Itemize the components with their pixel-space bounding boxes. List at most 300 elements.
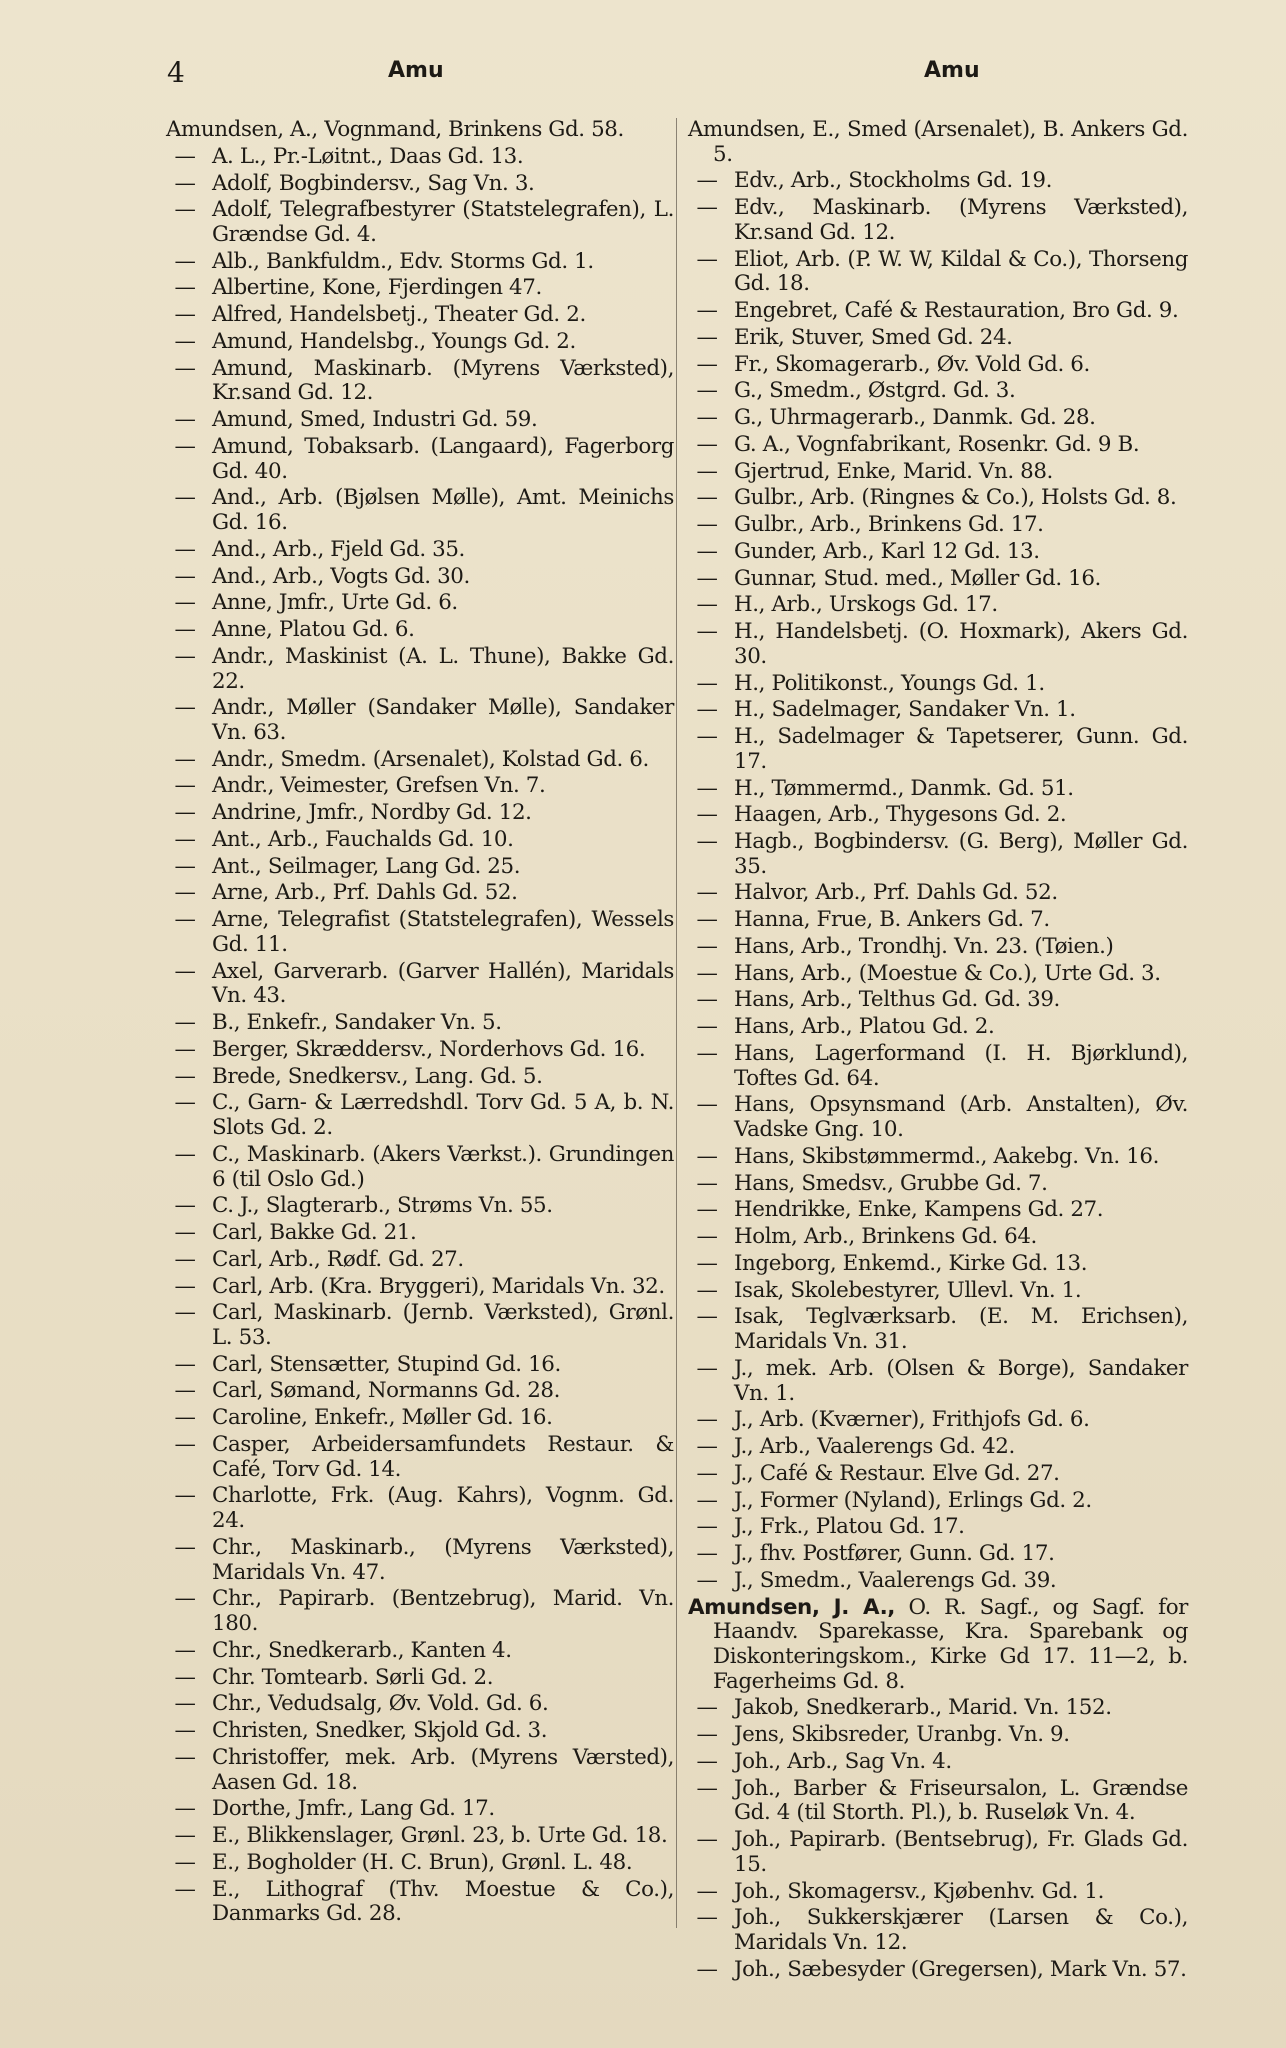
ditto-dash: — bbox=[174, 275, 196, 301]
entry-text: Caroline, Enkefr., Møller Gd. 16. bbox=[212, 1405, 553, 1431]
entry-text: Erik, Stuver, Smed Gd. 24. bbox=[734, 324, 1013, 350]
entry-text: Joh., Sæbesyder (Gregersen), Mark Vn. 57. bbox=[734, 1956, 1187, 1982]
entry-text: Hans, Arb., Platou Gd. 2. bbox=[734, 1014, 995, 1040]
ditto-dash: — bbox=[696, 1197, 718, 1223]
directory-entry bbox=[688, 777, 1188, 802]
ditto-dash: — bbox=[174, 590, 196, 616]
entry-text: H., Politikonst., Youngs Gd. 1. bbox=[734, 670, 1045, 696]
directory-entry bbox=[166, 1666, 674, 1691]
entry-text: Fr., Skomagerarb., Øv. Vold Gd. 6. bbox=[734, 351, 1090, 377]
directory-entry bbox=[688, 1357, 1188, 1406]
entry-text: Chr., Snedkerarb., Kanten 4. bbox=[212, 1637, 512, 1663]
entry-text: Chr. Tomtearb. Sørli Gd. 2. bbox=[212, 1664, 494, 1690]
entry-text: Gunder, Arb., Karl 12 Gd. 13. bbox=[734, 538, 1040, 564]
ditto-dash: — bbox=[174, 1637, 196, 1663]
ditto-dash: — bbox=[696, 1014, 718, 1040]
ditto-dash: — bbox=[174, 643, 196, 669]
directory-entry bbox=[688, 379, 1188, 404]
entry-text: H., Sadelmager & Tapetserer, Gunn. Gd. 17. bbox=[734, 724, 1188, 774]
entry-text: Hans, Arb., Telthus Gd. Gd. 39. bbox=[734, 987, 1060, 1013]
ditto-dash: — bbox=[174, 197, 196, 223]
directory-entry bbox=[688, 1408, 1188, 1433]
ditto-dash: — bbox=[174, 773, 196, 799]
directory-entry bbox=[688, 830, 1188, 879]
ditto-dash: — bbox=[696, 1277, 718, 1303]
ditto-dash: — bbox=[174, 1823, 196, 1848]
ditto-dash: — bbox=[696, 485, 718, 511]
ditto-dash: — bbox=[174, 143, 196, 169]
entry-text: J., Arb., Vaalerengs Gd. 42. bbox=[734, 1434, 1015, 1460]
directory-entry bbox=[166, 801, 674, 826]
ditto-dash: — bbox=[174, 1351, 196, 1377]
ditto-dash: — bbox=[174, 170, 196, 196]
directory-entry bbox=[688, 1279, 1188, 1304]
ditto-dash: — bbox=[696, 907, 718, 933]
directory-entry bbox=[688, 486, 1188, 511]
directory-entry bbox=[166, 1878, 674, 1927]
entry-text: Albertine, Kone, Fjerdingen 47. bbox=[212, 275, 542, 301]
entry-text: Chr., Maskinarb., (Myrens Værksted), Maridals Vn. 47. bbox=[212, 1534, 674, 1585]
entry-text: Isak, Teglværksarb. (E. M. Erichsen), Maridals Vn. 31. bbox=[734, 1304, 1188, 1355]
entry-text: J., Former (Nyland), Erlings Gd. 2. bbox=[734, 1487, 1092, 1513]
entry-text: And., Arb., Fjeld Gd. 35. bbox=[212, 536, 465, 562]
ditto-dash: — bbox=[696, 1487, 718, 1513]
directory-entry bbox=[166, 1353, 674, 1378]
entry-text: E., Blikkenslager, Grønl. 23, b. Urte Gd. 18. bbox=[212, 1823, 668, 1848]
directory-entry bbox=[688, 353, 1188, 378]
entry-text: Berger, Skræddersv., Norderhovs Gd. 16. bbox=[212, 1036, 646, 1062]
directory-entry bbox=[166, 1639, 674, 1664]
ditto-dash: — bbox=[696, 724, 718, 750]
directory-entry bbox=[166, 908, 674, 957]
ditto-dash: — bbox=[174, 800, 196, 826]
ditto-dash: — bbox=[696, 1304, 718, 1330]
directory-entry bbox=[166, 565, 674, 590]
directory-entry bbox=[166, 435, 674, 484]
directory-entry bbox=[166, 1406, 674, 1431]
ditto-dash: — bbox=[696, 1541, 718, 1567]
ditto-dash: — bbox=[696, 1775, 718, 1801]
ditto-dash: — bbox=[696, 1092, 718, 1118]
ditto-dash: — bbox=[696, 195, 718, 221]
directory-entry bbox=[688, 1172, 1188, 1197]
entry-text: B., Enkefr., Sandaker Vn. 5. bbox=[212, 1010, 502, 1036]
directory-entry bbox=[688, 1462, 1188, 1487]
ditto-dash: — bbox=[174, 746, 196, 772]
directory-entry bbox=[688, 540, 1188, 565]
ditto-dash: — bbox=[174, 1220, 196, 1246]
ditto-dash: — bbox=[696, 1567, 718, 1593]
entry-text: Jakob, Snedkerarb., Marid. Vn. 152. bbox=[734, 1695, 1112, 1721]
entry-text: Halvor, Arb., Prf. Dahls Gd. 52. bbox=[734, 880, 1058, 906]
directory-entry bbox=[166, 1379, 674, 1404]
column-divider bbox=[676, 118, 677, 1928]
directory-entry bbox=[688, 1596, 1188, 1695]
entry-text: Amundsen, E., Smed (Arsenalet), B. Ankers Gd. 5. bbox=[688, 117, 1188, 167]
ditto-dash: — bbox=[174, 958, 196, 984]
entry-text: Gunnar, Stud. med., Møller Gd. 16. bbox=[734, 565, 1101, 591]
entry-text: Hans, Arb., Trondhj. Vn. 23. (Tøien.) bbox=[734, 933, 1114, 959]
directory-entry bbox=[688, 1042, 1188, 1091]
entry-text: Haagen, Arb., Thygesons Gd. 2. bbox=[734, 802, 1067, 828]
directory-entry bbox=[166, 250, 674, 275]
ditto-dash: — bbox=[696, 1407, 718, 1433]
ditto-dash: — bbox=[174, 1718, 196, 1744]
entry-text: Haandv. Sparekasse, Kra. Sparebank og Diskonteringskom., Kirke Gd 17. 11—2, b. Fagerheims Gd. 8. bbox=[713, 1619, 1188, 1694]
ditto-dash: — bbox=[696, 565, 718, 591]
entry-text: C., Maskinarb. (Akers Værkst.). Grundingen 6 (til Oslo Gd.) bbox=[212, 1141, 674, 1192]
directory-entry bbox=[166, 276, 674, 301]
ditto-dash: — bbox=[696, 458, 718, 484]
entry-text: Hans, Skibstømmermd., Aakebg. Vn. 16. bbox=[734, 1143, 1160, 1169]
ditto-dash: — bbox=[696, 324, 718, 350]
ditto-dash: — bbox=[174, 1141, 196, 1167]
page-number: 4 bbox=[167, 56, 185, 89]
running-head-left: Amu bbox=[388, 58, 444, 83]
entry-text: Joh., Barber & Friseursalon, L. Grændse Gd. 4 (til Storth. Pl.), b. Ruseløk Vn. 4. bbox=[734, 1775, 1188, 1826]
entry-text: Andr., Smedm. (Arsenalet), Kolstad Gd. 6. bbox=[212, 746, 649, 772]
directory-entry bbox=[688, 1225, 1188, 1250]
ditto-dash: — bbox=[174, 1193, 196, 1219]
ditto-dash: — bbox=[174, 1036, 196, 1062]
directory-entry bbox=[688, 620, 1188, 669]
entry-text: Hans, Smedsv., Grubbe Gd. 7. bbox=[734, 1170, 1048, 1196]
entry-text: Carl, Maskinarb. (Jernb. Værksted), Grønl. L. 53. bbox=[212, 1300, 674, 1350]
entry-text: E., Lithograf (Thv. Moestue & Co.), Danmarks Gd. 28. bbox=[212, 1876, 674, 1927]
ditto-dash: — bbox=[696, 1460, 718, 1486]
ditto-dash: — bbox=[696, 1722, 718, 1748]
entry-text: Hendrikke, Enke, Kampens Gd. 27. bbox=[734, 1197, 1104, 1223]
entry-text: Andr., Veimester, Grefsen Vn. 7. bbox=[212, 773, 546, 799]
ditto-dash: — bbox=[174, 1534, 196, 1560]
directory-entry bbox=[166, 303, 674, 328]
entry-text: Anne, Jmfr., Urte Gd. 6. bbox=[212, 590, 458, 616]
ditto-dash: — bbox=[696, 1827, 718, 1853]
directory-entry bbox=[166, 172, 674, 197]
entry-text: Alfred, Handelsbetj., Theater Gd. 2. bbox=[212, 302, 586, 328]
ditto-dash: — bbox=[174, 407, 196, 433]
entry-text: Jens, Skibsreder, Uranbg. Vn. 9. bbox=[734, 1722, 1070, 1748]
entry-text: Edv., Arb., Stockholms Gd. 19. bbox=[734, 168, 1053, 194]
ditto-dash: — bbox=[174, 485, 196, 511]
directory-entry bbox=[166, 1692, 674, 1717]
directory-entry bbox=[166, 1275, 674, 1300]
directory-entry bbox=[166, 408, 674, 433]
ditto-dash: — bbox=[174, 1849, 196, 1875]
directory-entry bbox=[166, 1746, 674, 1795]
directory-entry bbox=[166, 1091, 674, 1140]
directory-entry bbox=[688, 881, 1188, 906]
directory-entry bbox=[166, 748, 674, 773]
entry-text: Chr., Vedudsalg, Øv. Vold. Gd. 6. bbox=[212, 1691, 549, 1717]
entry-text: H., Sadelmager, Sandaker Vn. 1. bbox=[734, 697, 1076, 723]
directory-entry bbox=[166, 696, 674, 745]
entry-text: Holm, Arb., Brinkens Gd. 64. bbox=[734, 1224, 1037, 1250]
directory-entry bbox=[166, 330, 674, 355]
directory-entry bbox=[166, 198, 674, 247]
entry-text: G., Uhrmagerarb., Danmk. Gd. 28. bbox=[734, 405, 1096, 431]
directory-entry bbox=[688, 988, 1188, 1013]
ditto-dash: — bbox=[696, 1434, 718, 1460]
directory-entry bbox=[166, 774, 674, 799]
entry-text: Anne, Platou Gd. 6. bbox=[212, 617, 415, 643]
entry-text: Gjertrud, Enke, Marid. Vn. 88. bbox=[734, 458, 1053, 484]
ditto-dash: — bbox=[174, 248, 196, 274]
ditto-dash: — bbox=[174, 1876, 196, 1902]
entry-text: Hanna, Frue, B. Ankers Gd. 7. bbox=[734, 907, 1050, 933]
entry-text: Christoffer, mek. Arb. (Myrens Værsted), Aasen Gd. 18. bbox=[212, 1744, 674, 1795]
directory-entry bbox=[166, 591, 674, 616]
entry-text: Carl, Arb. (Kra. Bryggeri), Maridals Vn. 32. bbox=[212, 1273, 665, 1299]
entry-text: Andr., Møller (Sandaker Mølle), Sandaker Vn. 63. bbox=[212, 695, 674, 745]
ditto-dash: — bbox=[174, 1090, 196, 1116]
ditto-dash: — bbox=[174, 433, 196, 459]
ditto-dash: — bbox=[696, 960, 718, 986]
directory-entry bbox=[688, 593, 1188, 618]
ditto-dash: — bbox=[696, 697, 718, 723]
ditto-dash: — bbox=[174, 1378, 196, 1404]
ditto-dash: — bbox=[174, 1405, 196, 1431]
directory-entry bbox=[166, 960, 674, 1009]
directory-entry bbox=[688, 248, 1188, 297]
directory-entry bbox=[688, 803, 1188, 828]
entry-text: Engebret, Café & Restauration, Bro Gd. 9. bbox=[734, 298, 1179, 324]
entry-text: Gulbr., Arb. (Ringnes & Co.), Holsts Gd. 8. bbox=[734, 485, 1177, 511]
entry-text: Brede, Snedkersv., Lang. Gd. 5. bbox=[212, 1063, 543, 1089]
entry-text: Ant., Seilmager, Lang Gd. 25. bbox=[212, 853, 521, 879]
entry-text: Alb., Bankfuldm., Edv. Storms Gd. 1. bbox=[212, 248, 594, 274]
directory-entry bbox=[688, 1906, 1188, 1955]
entry-text: J., mek. Arb. (Olsen & Borge), Sandaker Vn. 1. bbox=[734, 1355, 1188, 1406]
directory-entry bbox=[166, 1536, 674, 1585]
ditto-dash: — bbox=[696, 670, 718, 696]
entry-text: G., Smedm., Østgrd. Gd. 3. bbox=[734, 378, 1016, 404]
entry-text: Hans, Arb., (Moestue & Co.), Urte Gd. 3. bbox=[734, 960, 1161, 986]
ditto-dash: — bbox=[696, 538, 718, 564]
entry-text: J., Smedm., Vaalerengs Gd. 39. bbox=[734, 1567, 1057, 1593]
entry-text: H., Handelsbetj. (O. Hoxmark), Akers Gd. 30. bbox=[734, 619, 1188, 669]
directory-entry bbox=[688, 1958, 1188, 1983]
entry-text: A. L., Pr.-Løitnt., Daas Gd. 13. bbox=[212, 143, 524, 169]
ditto-dash: — bbox=[174, 907, 196, 933]
entry-text: Amund, Maskinarb. (Myrens Værksted), Kr.sand Gd. 12. bbox=[212, 355, 674, 406]
ditto-dash: — bbox=[174, 328, 196, 354]
directory-entry bbox=[688, 1880, 1188, 1905]
ditto-dash: — bbox=[696, 1040, 718, 1066]
entry-text: Gulbr., Arb., Brinkens Gd. 17. bbox=[734, 512, 1044, 538]
directory-entry bbox=[688, 1252, 1188, 1277]
ditto-dash: — bbox=[174, 1691, 196, 1717]
entry-text: Hans, Opsynsmand (Arb. Anstalten), Øv. Vadske Gng. 10. bbox=[734, 1092, 1188, 1143]
ditto-dash: — bbox=[174, 826, 196, 852]
directory-entry bbox=[688, 1569, 1188, 1594]
directory-entry bbox=[166, 1221, 674, 1246]
directory-entry bbox=[688, 698, 1188, 723]
ditto-dash: — bbox=[696, 351, 718, 377]
ditto-dash: — bbox=[174, 1063, 196, 1089]
ditto-dash: — bbox=[174, 1664, 196, 1690]
entry-text: Andr., Maskinist (A. L. Thune), Bakke Gd. 22. bbox=[212, 643, 674, 694]
directory-entry bbox=[166, 1301, 674, 1350]
ditto-dash: — bbox=[696, 987, 718, 1013]
entry-text: Ant., Arb., Fauchalds Gd. 10. bbox=[212, 826, 514, 852]
entry-text: J., Café & Restaur. Elve Gd. 27. bbox=[734, 1460, 1060, 1486]
ditto-dash: — bbox=[696, 1956, 718, 1982]
ditto-dash: — bbox=[696, 1695, 718, 1721]
ditto-dash: — bbox=[696, 933, 718, 959]
ditto-dash: — bbox=[696, 405, 718, 431]
directory-entry bbox=[688, 299, 1188, 324]
ditto-dash: — bbox=[174, 563, 196, 589]
directory-entry bbox=[166, 1719, 674, 1744]
directory-entry bbox=[688, 1777, 1188, 1826]
entry-text: C., Garn- & Lærredshdl. Torv Gd. 5 A, b. N. Slots Gd. 2. bbox=[212, 1090, 674, 1141]
ditto-dash: — bbox=[174, 1586, 196, 1612]
ditto-dash: — bbox=[696, 431, 718, 457]
directory-entry bbox=[166, 1038, 674, 1063]
entry-text: J., Arb. (Kværner), Frithjofs Gd. 6. bbox=[734, 1407, 1090, 1433]
entry-text: H., Arb., Urskogs Gd. 17. bbox=[734, 592, 998, 618]
ditto-dash: — bbox=[696, 298, 718, 324]
ditto-dash: — bbox=[174, 853, 196, 879]
directory-entry bbox=[688, 118, 1188, 167]
entry-text: Edv., Maskinarb. (Myrens Værksted), Kr.sand Gd. 12. bbox=[734, 195, 1188, 245]
directory-entry bbox=[166, 357, 674, 406]
directory-entry bbox=[688, 962, 1188, 987]
directory-entry bbox=[166, 855, 674, 880]
directory-entry bbox=[688, 1515, 1188, 1540]
directory-entry bbox=[688, 672, 1188, 697]
right-column bbox=[688, 118, 1188, 1985]
ditto-dash: — bbox=[696, 378, 718, 404]
directory-entry bbox=[688, 935, 1188, 960]
directory-entry bbox=[688, 1828, 1188, 1877]
directory-entry bbox=[688, 908, 1188, 933]
directory-entry bbox=[688, 513, 1188, 538]
entry-text: Dorthe, Jmfr., Lang Gd. 17. bbox=[212, 1796, 495, 1822]
ditto-dash: — bbox=[174, 1431, 196, 1457]
entry-text: Carl, Stensætter, Stupind Gd. 16. bbox=[212, 1351, 561, 1377]
entry-text: Carl, Sømand, Normanns Gd. 28. bbox=[212, 1378, 561, 1404]
ditto-dash: — bbox=[696, 1250, 718, 1276]
ditto-dash: — bbox=[174, 536, 196, 562]
directory-entry bbox=[688, 406, 1188, 431]
directory-entry bbox=[688, 1542, 1188, 1567]
directory-entry bbox=[166, 618, 674, 643]
entry-text: Hagb., Bogbindersv. (G. Berg), Møller Gd. 35. bbox=[734, 829, 1188, 879]
directory-entry bbox=[166, 1797, 674, 1822]
entry-text: G. A., Vognfabrikant, Rosenkr. Gd. 9 B. bbox=[734, 431, 1140, 457]
ditto-dash: — bbox=[174, 1300, 196, 1326]
directory-entry bbox=[166, 1587, 674, 1636]
entry-text: Adolf, Telegrafbestyrer (Statstelegrafen), L. Grændse Gd. 4. bbox=[212, 197, 674, 247]
entry-text: Joh., Skomagersv., Kjøbenhv. Gd. 1. bbox=[734, 1878, 1104, 1904]
ditto-dash: — bbox=[696, 592, 718, 618]
entry-text: Christen, Snedker, Skjold Gd. 3. bbox=[212, 1718, 548, 1744]
ditto-dash: — bbox=[696, 802, 718, 828]
entry-text: Arne, Telegrafist (Statstelegrafen), Wessels Gd. 11. bbox=[212, 907, 674, 957]
ditto-dash: — bbox=[696, 1143, 718, 1169]
entry-text: Charlotte, Frk. (Aug. Kahrs), Vognm. Gd. 24. bbox=[212, 1483, 674, 1534]
ditto-dash: — bbox=[696, 829, 718, 855]
directory-entry bbox=[688, 196, 1188, 245]
ditto-dash: — bbox=[174, 1273, 196, 1299]
ditto-dash: — bbox=[696, 880, 718, 906]
entry-text: Eliot, Arb. (P. W. W, Kildal & Co.), Thorseng Gd. 18. bbox=[734, 246, 1188, 297]
ditto-dash: — bbox=[174, 1483, 196, 1509]
ditto-dash: — bbox=[174, 302, 196, 328]
directory-entry bbox=[688, 326, 1188, 351]
ditto-dash: — bbox=[174, 1010, 196, 1036]
directory-entry bbox=[688, 1723, 1188, 1748]
entry-text: Carl, Arb., Rødf. Gd. 27. bbox=[212, 1246, 464, 1272]
entry-text: Amundsen, A., Vognmand, Brinkens Gd. 58. bbox=[166, 117, 624, 142]
ditto-dash: — bbox=[174, 617, 196, 643]
ditto-dash: — bbox=[696, 1748, 718, 1774]
ditto-dash: — bbox=[174, 1744, 196, 1770]
entry-text: Carl, Bakke Gd. 21. bbox=[212, 1220, 417, 1246]
ditto-dash: — bbox=[174, 1796, 196, 1822]
directory-entry bbox=[688, 1489, 1188, 1514]
directory-entry bbox=[166, 1143, 674, 1192]
entry-lead-text: O. R. Sagf., og Sagf. for bbox=[895, 1594, 1188, 1620]
directory-entry bbox=[688, 169, 1188, 194]
ditto-dash: — bbox=[696, 619, 718, 645]
entry-text: Joh., Sukkerskjærer (Larsen & Co.), Maridals Vn. 12. bbox=[734, 1905, 1188, 1955]
ditto-dash: — bbox=[696, 1878, 718, 1904]
entry-text: Isak, Skolebestyrer, Ullevl. Vn. 1. bbox=[734, 1277, 1082, 1303]
directory-entry bbox=[688, 1093, 1188, 1142]
directory-entry bbox=[166, 1824, 674, 1849]
directory-entry bbox=[688, 460, 1188, 485]
ditto-dash: — bbox=[696, 1355, 718, 1381]
directory-entry bbox=[166, 828, 674, 853]
directory-entry bbox=[688, 1198, 1188, 1223]
directory-entry bbox=[166, 538, 674, 563]
directory-entry bbox=[166, 1194, 674, 1219]
page-header bbox=[0, 52, 1286, 92]
directory-entry bbox=[688, 1145, 1188, 1170]
directory-entry bbox=[688, 1696, 1188, 1721]
entry-text: J., Frk., Platou Gd. 17. bbox=[734, 1514, 965, 1540]
directory-entry bbox=[166, 1433, 674, 1482]
directory-entry bbox=[688, 725, 1188, 774]
ditto-dash: — bbox=[696, 512, 718, 538]
entry-text: Axel, Garverarb. (Garver Hallén), Maridals Vn. 43. bbox=[212, 958, 674, 1009]
directory-entry bbox=[166, 486, 674, 535]
ditto-dash: — bbox=[696, 1224, 718, 1250]
entry-text: Hans, Lagerformand (I. H. Bjørklund), Toftes Gd. 64. bbox=[734, 1040, 1188, 1091]
entry-text: H., Tømmermd., Danmk. Gd. 51. bbox=[734, 775, 1074, 801]
directory-entry bbox=[166, 1851, 674, 1876]
directory-entry bbox=[166, 645, 674, 694]
ditto-dash: — bbox=[174, 880, 196, 906]
entry-text: Ingeborg, Enkemd., Kirke Gd. 13. bbox=[734, 1250, 1088, 1276]
ditto-dash: — bbox=[696, 246, 718, 272]
entry-text: C. J., Slagterarb., Strøms Vn. 55. bbox=[212, 1193, 553, 1219]
ditto-dash: — bbox=[696, 1905, 718, 1931]
ditto-dash: — bbox=[696, 775, 718, 801]
entry-text: Joh., Papirarb. (Bentsebrug), Fr. Glads Gd. 15. bbox=[734, 1827, 1188, 1877]
directory-entry bbox=[688, 1305, 1188, 1354]
entry-text: Casper, Arbeidersamfundets Restaur. & Café, Torv Gd. 14. bbox=[212, 1431, 674, 1482]
directory-entry bbox=[166, 118, 674, 143]
entry-text: Chr., Papirarb. (Bentzebrug), Marid. Vn. 180. bbox=[212, 1586, 674, 1637]
ditto-dash: — bbox=[174, 1246, 196, 1272]
entry-text: E., Bogholder (H. C. Brun), Grønl. L. 48. bbox=[212, 1849, 633, 1875]
directory-entry bbox=[166, 881, 674, 906]
entry-text: Amund, Handelsbg., Youngs Gd. 2. bbox=[212, 328, 576, 354]
